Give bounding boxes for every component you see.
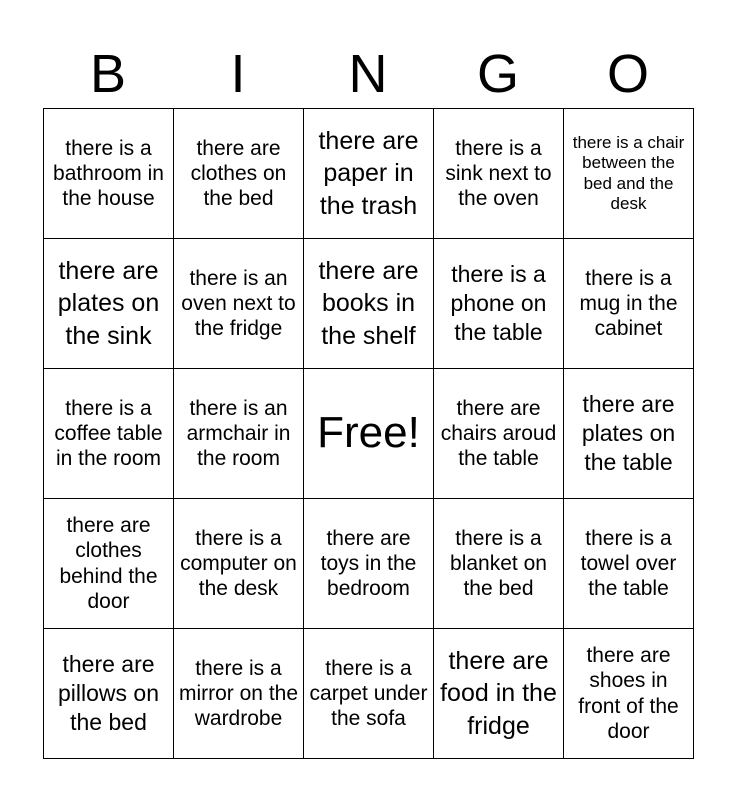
board-row xyxy=(44,369,694,499)
bingo-cell[interactable]: there are books in the shelf xyxy=(304,239,434,369)
bingo-header xyxy=(43,40,693,108)
bingo-cell[interactable]: there are plates on the sink xyxy=(44,239,174,369)
bingo-cell[interactable]: there are toys in the bedroom xyxy=(304,499,434,629)
header-letter-g: G xyxy=(476,44,519,104)
bingo-board xyxy=(43,108,694,759)
header-letter-i: I xyxy=(230,44,246,104)
bingo-cell[interactable]: there is a phone on the table xyxy=(434,239,564,369)
bingo-cell[interactable]: there are pillows on the bed xyxy=(44,629,174,759)
board-row xyxy=(44,109,694,239)
board-row xyxy=(44,629,694,759)
bingo-cell[interactable]: there are chairs aroud the table xyxy=(434,369,564,499)
bingo-cell[interactable]: there are paper in the trash xyxy=(304,109,434,239)
bingo-cell[interactable]: there are clothes on the bed xyxy=(174,109,304,239)
bingo-cell[interactable]: there is a sink next to the oven xyxy=(434,109,564,239)
bingo-cell[interactable]: there is a carpet under the sofa xyxy=(304,629,434,759)
bingo-cell[interactable]: there are shoes in front of the door xyxy=(564,629,694,759)
bingo-cell[interactable]: there are food in the fridge xyxy=(434,629,564,759)
board-row xyxy=(44,499,694,629)
bingo-cell[interactable]: there are clothes behind the door xyxy=(44,499,174,629)
header-letter-n: N xyxy=(348,44,388,104)
bingo-cell[interactable]: there is a coffee table in the room xyxy=(44,369,174,499)
header-letter-o: O xyxy=(606,44,649,104)
bingo-cell[interactable]: there is a mirror on the wardrobe xyxy=(174,629,304,759)
header-letter-b: B xyxy=(89,44,127,104)
bingo-cell[interactable]: there is a blanket on the bed xyxy=(434,499,564,629)
bingo-cell[interactable]: there is a chair between the bed and the desk xyxy=(564,109,694,239)
bingo-cell[interactable]: there is an oven next to the fridge xyxy=(174,239,304,369)
bingo-cell[interactable]: there is an armchair in the room xyxy=(174,369,304,499)
bingo-cell[interactable]: there is a computer on the desk xyxy=(174,499,304,629)
bingo-cell[interactable]: there is a bathroom in the house xyxy=(44,109,174,239)
bingo-cell[interactable]: there is a mug in the cabinet xyxy=(564,239,694,369)
free-cell[interactable]: Free! xyxy=(304,369,434,499)
bingo-cell[interactable]: there is a towel over the table xyxy=(564,499,694,629)
board-row xyxy=(44,239,694,369)
bingo-cell[interactable]: there are plates on the table xyxy=(564,369,694,499)
